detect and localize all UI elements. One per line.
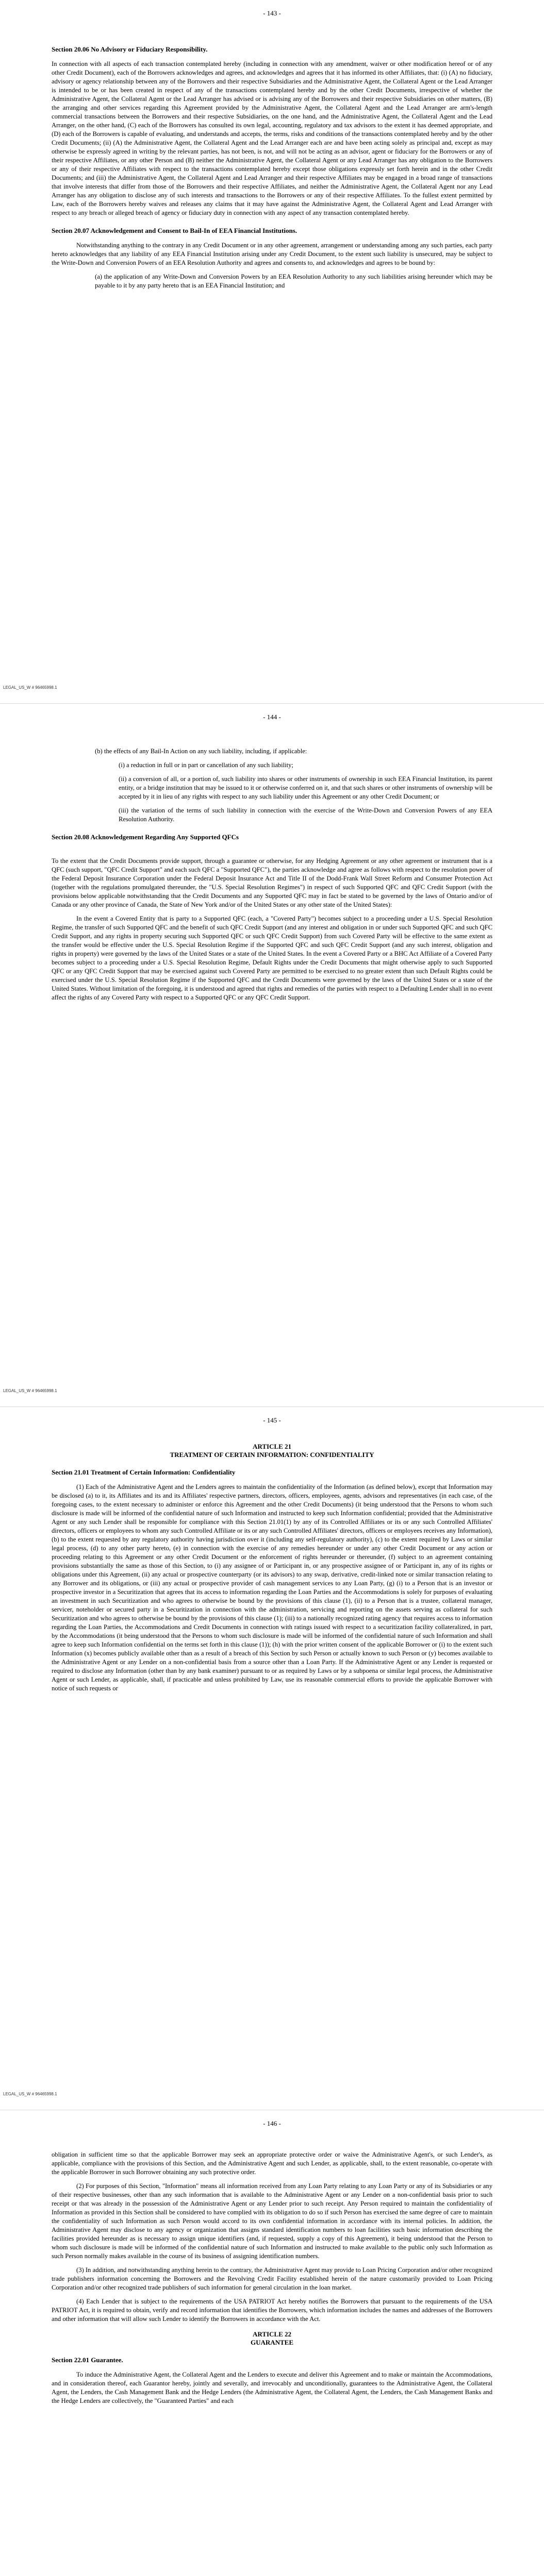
paragraph: (a) the application of any Write-Down and Conversion Powers by an EEA Resolution Authority to any such liabilities arising hereunder which may be payable to it by any party hereto that is an EEA Financial Institution; and xyxy=(95,273,492,289)
paragraph: Notwithstanding anything to the contrary in any Credit Document or in any other agreement, arrangement or understanding among any such parties, each party hereto acknowledges that any liability of any EEA Financial Institution arising under any Credit Document, to the extent such liability is unsecured, may be subject to the Write-Down and Conversion Powers of an EEA Resolution Authority and agrees and consents to, and acknowledges and agrees to be bound by: xyxy=(52,242,492,266)
section-heading: Section 20.07 Acknowledgement and Consent to Bail-In of EEA Financial Institutions. xyxy=(52,227,298,234)
article-title: TREATMENT OF CERTAIN INFORMATION: CONFIDENTIALITY xyxy=(170,1451,374,1459)
paragraph: (2) For purposes of this Section, "Information" means all information received from any Loan Party relating to any Loan Party or any of its Subsidiaries or any of their respective businesses, other than any such information that is available to the Administrative Agent or any Lender on a non-confidential basis prior to such receipt or that was already in the possession of the Administrative Agent or any Lender prior to such receipt. Any Person required to maintain the confidentiality of Information as provided in this Section shall be considered to have complied with its obligation to do so if such Person has exercised the same degree of care to maintain the confidentiality of such Information as such Person would accord to its own confidential information in accordance with its internal policies. In addition, the Administrative Agent may disclose to any agency or organization that assigns standard identification numbers to loan facilities such basic information describing the facilities provided hereunder as is necessary to assign unique identifiers (and, if requested, supply a copy of this Agreement), it being understood that the Person to whom such disclosure is made will be informed of the confidential nature of such Information and instructed to make available to the public only such Information as such Person normally makes available in the course of its business of assigning identification numbers. xyxy=(52,2182,492,2260)
paragraph: obligation in sufficient time so that the applicable Borrower may seek an appropriate protective order or waive the Administrative Agent's, or such Lender's, as applicable, compliance with the provisions of this Section, and the Administrative Agent and such Lender, as applicable, shall, to the extent reasonable, co-operate with the applicable Borrower in such Borrower obtaining any such protective order. xyxy=(52,2151,492,2176)
page-144 xyxy=(0,703,544,1406)
page-number: - 146 - xyxy=(263,2120,281,2127)
paragraph: (ii) a conversion of all, or a portion of, such liability into shares or other instruments of ownership in such EEA Financial Institution, its parent entity, or a bridge institution that may be issued to it or otherwise conferred on it, and that such shares or other instruments of ownership will be accepted by it in lieu of any rights with respect to any such liability under this Agreement or any other Credit Document; or xyxy=(119,775,492,800)
document-footer: LEGAL_US_W # 96465998.1 xyxy=(3,1388,57,1393)
paragraph: In connection with all aspects of each transaction contemplated hereby (including in connection with any amendment, waiver or other modification hereof or of any other Credit Document), each of the Borrowers acknowledges and agrees, and acknowledges and agrees that it has informed its other Affiliates, that: (i) (A) no fiduciary, advisory or agency relationship between any of the Borrowers and their respective Subsidiaries and the Administrative Agent, the Collateral Agent or the Lead Arranger is intended to be or has been created in respect of any of the transactions contemplated hereby and by the other Credit Documents, irrespective of whether the Administrative Agent, the Collateral Agent or the Lead Arranger has advised or is advising any of the Borrowers and their respective Subsidiaries on other matters, (B) the arranging and other services regarding this Agreement provided by the Administrative Agent, the Collateral Agent and the Lead Arranger are arm's-length commercial transactions between the Borrowers and their respective Subsidiaries, on the one hand, and the Administrative Agent, the Collateral Agent and the Lead Arranger, on the other hand, (C) each of the Borrowers has consulted its own legal, accounting, regulatory and tax advisors to the extent it has deemed appropriate, and (D) each of the Borrowers is capable of evaluating, and understands and accepts, the terms, risks and conditions of the transactions contemplated hereby and by the other Credit Documents; (ii) (A) the Administrative Agent, the Collateral Agent and the Lead Arranger each are and have been acting solely as principal and, except as may otherwise be expressly agreed in writing by the relevant parties, has not been, is not, and will not be acting as an advisor, agent or fiduciary for the Borrowers or any of their respective Affiliates, or any other Person and (B) neither the Administrative Agent, the Collateral Agent or any Lead Arranger has any obligation to the Borrowers or any of their respective Affiliates with respect to the transactions contemplated hereby except those obligations expressly set forth herein and in the other Credit Documents; and (iii) the Administrative Agent, the Collateral Agent and Lead Arranger and their respective Affiliates may be engaged in a broad range of transactions that involve interests that differ from those of the Borrowers and their respective Affiliates, and neither the Administrative Agent, the Collateral Agent nor any Lead Arranger has any obligation to disclose any of such interests and transactions to the Borrowers or any of their respective Affiliates. To the fullest extent permitted by Law, each of the Borrowers hereby waives and releases any claims that it may have against the Administrative Agent, the Collateral Agent and Lead Arranger with respect to any breach or alleged breach of agency or fiduciary duty in connection with any aspect of any transaction contemplated hereby. xyxy=(52,60,492,216)
paragraph: (4) Each Lender that is subject to the requirements of the USA PATRIOT Act hereby notifies the Borrowers that pursuant to the requirements of the USA PATRIOT Act, it is required to obtain, verify and record information that identifies the Borrowers, which information includes the names and addresses of the Borrowers and other information that will allow such Lender to identify the Borrowers in accordance with the Act. xyxy=(52,2298,492,2323)
page-143 xyxy=(0,0,544,703)
paragraph: (i) a reduction in full or in part or cancellation of any such liability; xyxy=(119,761,293,769)
paragraph: To the extent that the Credit Documents provide support, through a guarantee or otherwise, for any Hedging Agreement or any other agreement or instrument that is a QFC (such support, "QFC Credit Support" and each such QFC a "Supported QFC"), the parties acknowledge and agree as follows with respect to the resolution power of the Federal Deposit Insurance Corporation under the Federal Deposit Insurance Act and Title II of the Dodd-Frank Wall Street Reform and Consumer Protection Act (together with the regulations promulgated thereunder, the "U.S. Special Resolution Regimes") in respect of such Supported QFC and QFC Credit Support (with the provisions below applicable notwithstanding that the Credit Documents and any Supported QFC may in fact be stated to be governed by the laws of Ontario and/or of Canada or any other province of Canada, the State of New York and/or of the United States or any other state of the United States): xyxy=(52,857,492,908)
page-number: - 144 - xyxy=(263,713,281,721)
paragraph: In the event a Covered Entity that is party to a Supported QFC (each, a "Covered Party") becomes subject to a proceeding under a U.S. Special Resolution Regime, the transfer of such Supported QFC and the benefit of such QFC Credit Support (and any interest and obligation in or under such Supported QFC and such QFC Credit Support, and any rights in property securing such Supported QFC or such QFC Credit Support) from such Covered Party will be effective to the same extent as the transfer would be effective under the U.S. Special Resolution Regime if the Supported QFC and such QFC Credit Support (and any such interest, obligation and rights in property) were governed by the laws of the United States or a state of the United States. In the event a Covered Party or a BHC Act Affiliate of a Covered Party becomes subject to a proceeding under a U.S. Special Resolution Regime, Default Rights under the Credit Documents that might otherwise apply to such Supported QFC or any QFC Credit Support that may be exercised against such Covered Party are permitted to be exercised to no greater extent than such Default Rights could be exercised under the U.S. Special Resolution Regime if the Supported QFC and the Credit Documents were governed by the laws of the United States or a state of the United States. Without limitation of the foregoing, it is understood and agreed that rights and remedies of the parties with respect to a Defaulting Lender shall in no event affect the rights of any Covered Party with respect to a Supported QFC or any QFC Credit Support. xyxy=(52,915,492,1001)
paragraph: (iii) the variation of the terms of such liability in connection with the exercise of the Write-Down and Conversion Powers of any EEA Resolution Authority. xyxy=(119,807,492,823)
paragraph: To induce the Administrative Agent, the Collateral Agent and the Lenders to execute and deliver this Agreement and to make or maintain the Accommodations, and in consideration thereof, each Guarantor hereby, jointly and severally, and irrevocably and unconditionally, guarantees to the Administrative Agent, the Collateral Agent, the Lenders, the Cash Management Bank and the Hedge Lenders (the Administrative Agent, the Collateral Agent, the Lenders, the Cash Management Banks and the Hedge Lenders are collectively, the "Guaranteed Parties" and each xyxy=(52,2371,492,2404)
paragraph: (1) Each of the Administrative Agent and the Lenders agrees to maintain the confidentiality of the Information (as defined below), except that Information may be disclosed (a) to it, its Affiliates and its and its Affiliates' respective partners, directors, officers, employees, agents, advisors and representatives (in each case, of the foregoing cases, to the extent necessary to administer or enforce this Agreement and the other Credit Documents) (it being understood that the Persons to whom such disclosure is made will be informed of the confidential nature of such Information and instructed to keep such Information confidential; provided that the Administrative Agent or any such Lender shall be responsible for compliance with this Section 21.01(1) by any of its Controlled Affiliates or its or any such Controlled Affiliates' directors, officers or employees to whom any such Controlled Affiliate or its or any such Controlled Affiliates' directors, officers or employees receives any Information), (b) to the extent requested by any regulatory authority having jurisdiction over it (including any self-regulatory authority), (c) to the extent required by Laws or similar legal process, (d) to any other party hereto, (e) in connection with the exercise of any remedies hereunder or under any other Credit Document or any action or proceeding relating to this Agreement or any other Credit Document or the enforcement of rights hereunder or thereunder, (f) subject to an agreement containing provisions substantially the same as those of this Section, to (i) any assignee of or Participant in, or any prospective assignee of or Participant in, any of its rights or obligations under this Agreement, (ii) any actual or prospective counterparty (or its advisors) to any swap, derivative, credit-linked note or similar transaction relating to any Borrower and its obligations, or (iii) any actual or prospective provider of cash management services to any Loan Party, (g) (i) to a Person that is an investor or prospective investor in a Securitization that agrees that its access to information regarding the Loan Parties and the Accommodations is solely for purposes of evaluating an investment in such Securitization and who agrees to otherwise be bound by the provisions of this clause (1), (ii) to a Person that is a trustee, collateral manager, servicer, noteholder or secured party in a Securitization in connection with the administration, servicing and reporting on the assets serving as collateral for such Securitization and who agrees to otherwise be bound by the provisions of this clause (1); (iii) to a nationally recognized rating agency that requires access to information regarding the Loan Parties, the Accommodations and Credit Documents in connection with ratings issued with respect to a securitization facility collateralized, in part, by the Accommodations (it being understood that the Persons to whom such disclosure is made will be informed of the confidential nature of such Information and shall agree to keep such Information confidential on the terms set forth in this clause (1)); (h) with the prior written consent of the applicable Borrower or (i) to the extent such Information (x) becomes publicly available other than as a result of a breach of this Section by such Person or actually known to such Person or (y) becomes available to the Administrative Agent or any Lender on a non-confidential basis from a source other than a Loan Party. If the Administrative Agent or any Lender is requested or required to disclose any Information (other than by any bank examiner) pursuant to or as required by Laws or by a subpoena or similar legal process, the Administrative Agent or such Lender, as applicable, shall, if practicable and unless prohibited by Law, use its reasonable commercial efforts to provide the applicable Borrower with notice of such requests or xyxy=(52,1483,492,1692)
section-heading: Section 22.01 Guarantee. xyxy=(52,2356,123,2364)
page-number: - 143 - xyxy=(263,9,281,17)
paragraph: (b) the effects of any Bail-In Action on any such liability, including, if applicable: xyxy=(95,748,307,755)
page-number: - 145 - xyxy=(263,1416,281,1424)
document-footer: LEGAL_US_W # 96465998.1 xyxy=(3,2092,57,2096)
paragraph: (3) In addition, and notwithstanding anything herein to the contrary, the Administrative Agent may provide to Loan Pricing Corporation and/or other recognized trade publishers information concerning the Borrowers and the Revolving Credit Facility established herein of the nature customarily provided to Loan Pricing Corporation and/or other recognized trade publishers of such information for general circulation in the loan market. xyxy=(52,2266,492,2291)
article-number: ARTICLE 22 xyxy=(252,2330,292,2338)
page-145 xyxy=(0,1406,544,2110)
section-heading: Section 20.06 No Advisory or Fiduciary Responsibility. xyxy=(52,45,208,53)
article-title: GUARANTEE xyxy=(250,2338,294,2346)
document-footer: LEGAL_US_W # 96465998.1 xyxy=(3,685,57,690)
section-heading: Section 20.08 Acknowledgement Regarding Any Supported QFCs xyxy=(52,833,239,841)
page-146 xyxy=(0,2110,544,2576)
section-heading: Section 21.01 Treatment of Certain Information: Confidentiality xyxy=(52,1468,236,1476)
article-number: ARTICLE 21 xyxy=(252,1443,292,1450)
